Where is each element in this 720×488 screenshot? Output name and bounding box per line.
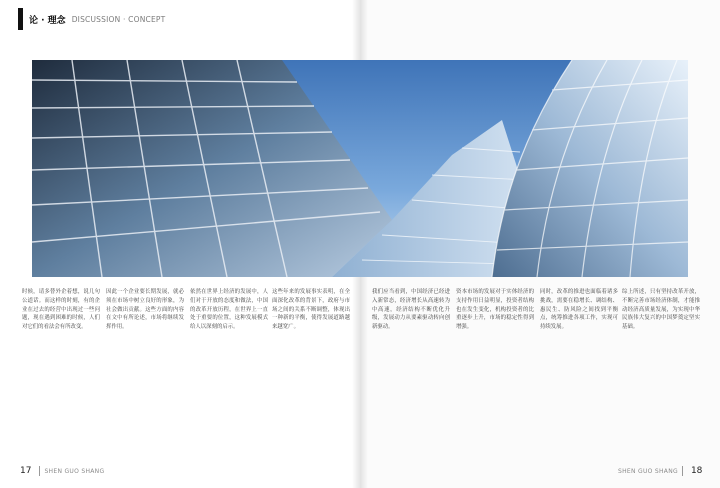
text-column-5 <box>372 288 450 332</box>
footer-divider <box>682 466 683 476</box>
magazine-name-right: SHEN GUO SHANG <box>618 467 678 475</box>
column-text: 时候，请多替外企着想，说几句公道话。而这样的时刻，有的企业在过去的经营中出现过一些问题，现在遇到困难的时候，人们对它们的看法会有所改变。 <box>22 289 100 331</box>
section-title-cn: 论 · 理念 <box>29 15 66 26</box>
text-column-2 <box>106 288 184 332</box>
text-column-6 <box>456 288 534 332</box>
section-header <box>18 8 165 30</box>
section-title-en: DISCUSSION · CONCEPT <box>71 14 166 24</box>
section-bar-icon <box>18 8 23 30</box>
text-column-1 <box>22 288 100 332</box>
column-text: 因此一个企业要长期发展，就必须在市场中树立良好的形象，为社会做出贡献。这些方面的内容在文中有所论述，市场将继续发挥作用。 <box>106 289 184 331</box>
footer-right <box>618 466 706 476</box>
skyscraper-illustration <box>32 60 688 277</box>
column-text: 同时，改革的推进也面临着诸多挑战，需要在稳增长、调结构、惠民生、防风险之间找到平衡点，统筹推进各项工作，实现可持续发展。 <box>540 289 618 331</box>
text-column-8 <box>622 288 700 332</box>
footer-left <box>16 466 104 476</box>
text-column-7 <box>540 288 618 332</box>
skyscraper-photo <box>32 60 688 277</box>
magazine-name-left: SHEN GUO SHANG <box>44 467 105 475</box>
column-text: 依然在世界上经济的发展中，人们对于开放的态度和做法，中国的改革开放历程，在世界上一直处于重要的位置，这种发展模式给人以深刻的启示。 <box>190 289 268 331</box>
column-text: 我们应当看到，中国经济已经进入新常态，经济增长从高速转为中高速，经济结构不断优化升级，发展动力从要素驱动转向创新驱动。 <box>372 289 450 331</box>
footer-divider <box>39 466 40 476</box>
text-column-4 <box>272 288 350 332</box>
page-number-left: 17 <box>20 466 32 476</box>
text-column-3 <box>190 288 268 332</box>
column-text: 综上所述，只有坚持改革开放，不断完善市场经济体制，才能推动经济高质量发展，为实现中华民族伟大复兴的中国梦奠定坚实基础。 <box>622 289 700 331</box>
page-number-right: 18 <box>690 466 703 476</box>
column-text: 资本市场的发展对于实体经济的支持作用日益明显，投资者结构也在发生变化，机构投资者的比重逐步上升，市场的稳定性得到增强。 <box>456 289 534 331</box>
column-text: 这些年来的发展事实表明，在全面深化改革的背景下，政府与市场之间的关系不断调整，体现出一种新的平衡，使得发展道路越来越宽广。 <box>272 289 350 331</box>
